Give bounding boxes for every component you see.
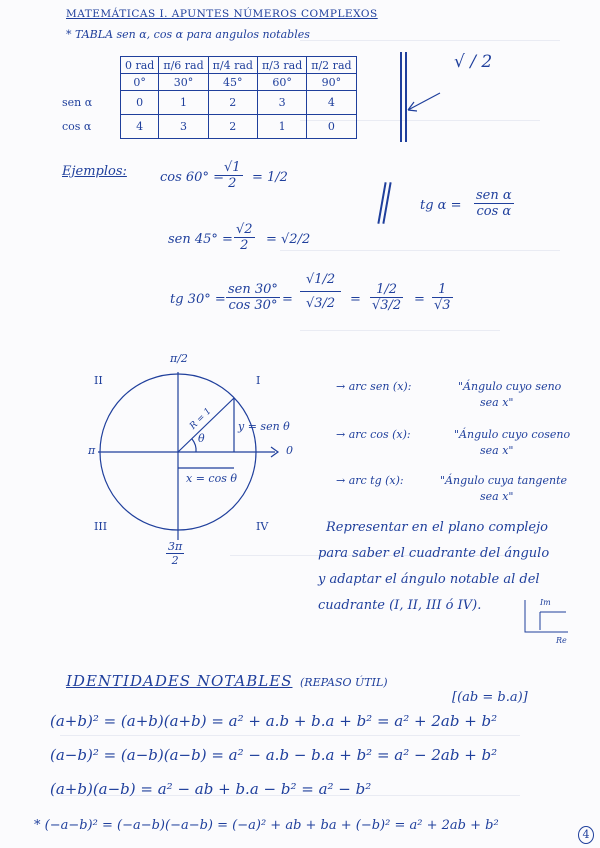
y-sen-label: y = sen θ [238, 420, 290, 433]
re-label: Re [556, 636, 567, 645]
col-header-deg: 45° [208, 74, 257, 91]
fraction-numerator: 1 [432, 282, 453, 298]
note-line: para saber el cuadrante del ángulo [318, 546, 550, 561]
fraction-denominator: 2 [240, 238, 249, 253]
table-cell: 0 [307, 115, 356, 139]
identities-subheading: (REPASO ÚTIL) [300, 676, 388, 689]
sen45-rhs: = √2/2 [266, 232, 311, 247]
identity-line: (a−b)² = (a−b)(a−b) = a² − a.b − b.a + b² = a² − 2ab + b² [50, 746, 498, 764]
col-header-deg: 90° [307, 74, 356, 91]
table-cell: 1 [257, 115, 306, 139]
fraction-denominator: 2 [171, 554, 179, 567]
commutative-note: [(ab = b.a)] [452, 690, 528, 705]
arctg-desc: "Ángulo cuya tangente [440, 474, 567, 487]
row-label: cos α [62, 120, 92, 133]
identity-line: (a+b)² = (a+b)(a+b) = a² + a.b + b.a + b² = a² + 2ab + b² [50, 712, 498, 730]
arcsen-fn: → arc sen (x): [336, 380, 412, 393]
examples-heading: Ejemplos: [62, 164, 127, 179]
fraction-denominator: cos α [476, 204, 512, 219]
col-header-rad: 0 rad [121, 57, 159, 74]
col-header-deg: 0° [121, 74, 159, 91]
sen45-lhs: sen 45° = [168, 232, 233, 247]
arcsen-desc: "Ángulo cuyo seno [458, 380, 562, 393]
arcsen-desc-2: sea x" [480, 396, 514, 409]
circle-label-right: 0 [286, 444, 293, 457]
tg30-lhs: tg 30° = [170, 292, 226, 307]
equals-sign: = [282, 292, 293, 307]
row-label: sen α [62, 96, 93, 109]
circle-label-bottom [166, 540, 184, 567]
identity-line: (a+b)(a−b) = a² − ab + b.a − b² = a² − b² [50, 780, 372, 798]
table-cell: 1 [159, 91, 208, 115]
fraction-denominator: √3/2 [372, 298, 402, 313]
sqrt-over-2-note: √ / 2 [454, 52, 493, 72]
quadrant-4: IV [256, 520, 269, 533]
table-cell: 3 [159, 115, 208, 139]
col-header-rad: π/4 rad [208, 57, 257, 74]
fraction-numerator: sen α [476, 188, 512, 203]
equals-sign: = [414, 292, 425, 307]
arccos-fn: → arc cos (x): [336, 428, 411, 441]
quadrant-2: II [94, 374, 103, 387]
table-heading: * TABLA sen α, cos α para angulos notables [66, 28, 310, 41]
equals-sign: = [350, 292, 361, 307]
table-cell: 0 [121, 91, 159, 115]
note-line: y adaptar el ángulo notable al del [318, 572, 540, 587]
theta-label: θ [198, 432, 205, 445]
tg-def-lhs: tg α = [420, 198, 462, 213]
arccos-desc-2: sea x" [480, 444, 514, 457]
fraction-denominator: 2 [228, 176, 237, 191]
cos60-rhs: = 1/2 [252, 170, 288, 185]
col-header-deg: 60° [257, 74, 306, 91]
cos60-lhs: cos 60° = [160, 170, 224, 185]
fraction-numerator: √1/2 [300, 268, 341, 292]
page-title: MATEMÁTICAS I. APUNTES NÚMEROS COMPLEXOS [66, 8, 378, 20]
arctg-desc-2: sea x" [480, 490, 514, 503]
circle-label-left: π [88, 444, 96, 457]
table-cell: 2 [208, 91, 257, 115]
x-cos-label: x = cos θ [186, 472, 237, 485]
im-label: Im [540, 598, 551, 607]
col-header-rad: π/6 rad [159, 57, 208, 74]
table-cell: 2 [208, 115, 257, 139]
quadrant-1: I [256, 374, 261, 387]
fraction-denominator: √3 [434, 298, 451, 313]
fraction-numerator: √1 [224, 160, 241, 175]
note-line: Representar en el plano complejo [326, 520, 548, 535]
fraction-numerator: √2 [236, 222, 253, 237]
col-header-rad: π/2 rad [307, 57, 356, 74]
arctg-fn: → arc tg (x): [336, 474, 404, 487]
page-number: 4 [578, 826, 594, 844]
arrow-icon [408, 93, 440, 111]
identity-line: * (−a−b)² = (−a−b)(−a−b) = (−a)² + ab + ba + (−b)² = a² + 2ab + b² [34, 818, 499, 833]
circle-label-top: π/2 [170, 352, 188, 365]
radius-label: R = 1 [188, 406, 214, 432]
identities-heading: IDENTIDADES NOTABLES [66, 672, 293, 690]
fraction-numerator: 3π [168, 540, 183, 553]
table-cell: 4 [121, 115, 159, 139]
table-cell: 4 [307, 91, 356, 115]
arccos-desc: "Ángulo cuyo coseno [454, 428, 571, 441]
col-header-rad: π/3 rad [257, 57, 306, 74]
fraction-numerator: 1/2 [370, 282, 403, 298]
quadrant-3: III [94, 520, 108, 533]
fraction-denominator: √3/2 [306, 296, 336, 311]
fraction-denominator: cos 30° [228, 298, 278, 313]
table-cell: 3 [257, 91, 306, 115]
col-header-deg: 30° [159, 74, 208, 91]
theta-arc [192, 439, 196, 452]
note-line: cuadrante (I, II, III ó IV). [318, 598, 482, 613]
fraction-numerator: sen 30° [228, 282, 278, 297]
